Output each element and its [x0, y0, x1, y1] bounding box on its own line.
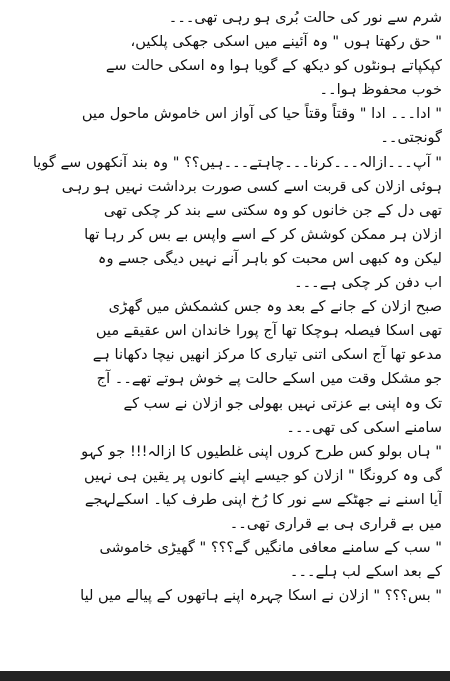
text-line: تھی دل کے جن خانوں کو وہ سکتی سے بند کر چکی تھی: [103, 201, 442, 219]
text-line: تھی اسکا فیصلہ ہوچکا تھا آج پورا خاندان اس عقیقے میں: [95, 322, 442, 340]
text-line: گونجتی۔۔: [380, 129, 442, 147]
text-line: " سب کے سامنے معافی مانگیں گے؟؟؟ " گھیڑی خاموشی: [99, 539, 442, 557]
text-line: سامنے اسکی کی تھی۔۔۔: [286, 418, 442, 436]
text-line: گی وہ کرونگا " ازلان کو جیسے اپنے کانوں پر یقین ہی نہیں: [83, 466, 442, 484]
text-line: لیکن وہ کبھی اس محبت کو باہر آنے نہیں دیگی جسے وہ: [97, 249, 442, 267]
text-line: " ادا۔۔۔ ادا " وقتاً وقتاً حیا کی آواز اس خاموش ماحول میں: [81, 105, 442, 123]
text-line: مدعو تھا آج اسکی اتنی تیاری کا مرکز انھیں نیچا دکھانا ہے: [92, 346, 442, 364]
text-line: " ہاں بولو کس طرح کروں اپنی غلطیوں کا ازالہ!!! جو کہو: [81, 442, 442, 460]
text-line: " حق رکھتا ہوں " وہ آئینے میں اسکی جھکی پلکیں،: [130, 33, 442, 51]
text-line: " آپ۔۔۔ازالہ۔۔۔کرنا۔۔۔چاہتے۔۔۔ہیں؟؟ " وہ بند آنکھوں سے گویا: [32, 153, 442, 171]
story-text: [8, 6, 442, 608]
text-line: جو مشکل وقت میں اسکے حالت پے خوش ہوتے تھے۔۔ آج: [96, 370, 442, 388]
text-line: " بس؟؟؟ " ازلان نے اسکا چہرہ اپنے ہاتھوں کے پیالے میں لیا: [80, 587, 442, 605]
text-line: شرم سے نور کی حالت بُری ہو رہی تھی۔۔۔: [168, 9, 442, 26]
text-line: اب دفن کر چکی ہے۔۔۔: [294, 274, 442, 292]
bottom-edge-bar: [0, 671, 450, 681]
text-line: تک وہ اپنی بے عزتی نہیں بھولی جو ازلان نے سب کے: [123, 394, 442, 412]
text-line: کپکپاتے ہونٹوں کو دیکھ کے گویا ہوا وہ اسکی حالت سے: [105, 57, 442, 75]
text-line: خوب محفوظ ہوا۔۔: [319, 81, 442, 99]
text-line: کے بعد اسکے لب ہلے۔۔۔: [289, 563, 442, 581]
text-line: ازلان ہر ممکن کوشش کر کے اسے واپس بے بس کر رہا تھا: [84, 225, 442, 243]
text-line: ہوئی ازلان کی قربت اسے کسی صورت برداشت نہیں ہو رہی: [61, 177, 442, 195]
text-line: میں بے قراری ہی بے قراری تھی۔۔: [229, 514, 442, 532]
text-line: صبح ازلان کے جانے کے بعد وہ جس کشمکش میں گھڑی: [108, 298, 442, 316]
text-line: آیا اسنے نے جھٹکے سے نور کا رُخ اپنی طرف کیا۔ اسکےلہجے: [84, 490, 442, 508]
